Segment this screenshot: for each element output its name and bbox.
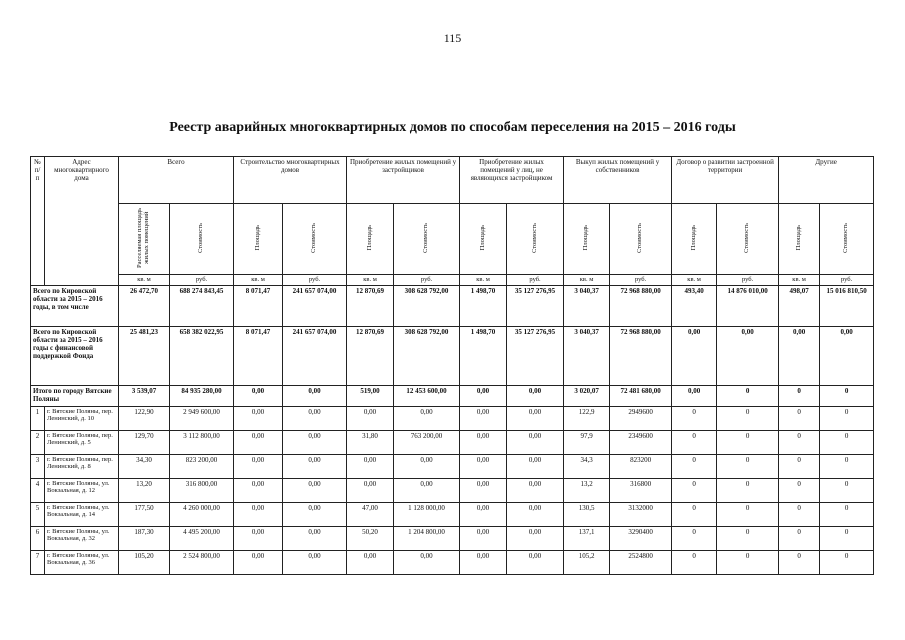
summary-value: 72 481 680,00 (610, 386, 672, 407)
row-number: 1 (31, 407, 45, 431)
col-group-other: Другие (779, 157, 874, 204)
row-value: 3132000 (610, 503, 672, 527)
subheader-row (31, 204, 874, 275)
table-row (31, 407, 874, 431)
summary-value: 3 539,07 (119, 386, 170, 407)
row-value: 0,00 (347, 407, 394, 431)
summary-label: Всего по Кировской области за 2015 – 2016 годы, в том числе (31, 286, 119, 327)
unit-cost: руб. (717, 275, 779, 286)
summary-value: 688 274 843,45 (170, 286, 234, 327)
row-value: 0 (717, 527, 779, 551)
row-number: 2 (31, 431, 45, 455)
col-header-no: № п/п (31, 157, 45, 286)
registry-table (30, 156, 874, 575)
row-value: 0 (820, 431, 874, 455)
row-value: 105,20 (119, 551, 170, 575)
summary-value: 0,00 (717, 327, 779, 386)
subheader-area: Площадь (347, 204, 394, 275)
row-number: 3 (31, 455, 45, 479)
summary-row (31, 327, 874, 386)
row-value: 177,50 (119, 503, 170, 527)
summary-value: 519,00 (347, 386, 394, 407)
table-row (31, 431, 874, 455)
row-value: 0 (779, 551, 820, 575)
subheader-area: Площадь (672, 204, 717, 275)
col-group-total: Всего (119, 157, 234, 204)
row-value: 0 (717, 407, 779, 431)
row-value: 13,20 (119, 479, 170, 503)
row-value: 0,00 (460, 479, 507, 503)
row-value: 0,00 (283, 527, 347, 551)
col-group-construction: Строительство многоквартирных домов (234, 157, 347, 204)
row-address: г. Вятские Поляны, ул. Вокзальная, д. 32 (45, 527, 119, 551)
row-value: 0 (779, 455, 820, 479)
summary-value: 658 382 022,95 (170, 327, 234, 386)
summary-value: 0 (717, 386, 779, 407)
summary-value: 0,00 (672, 327, 717, 386)
unit-area: кв. м (460, 275, 507, 286)
row-number: 4 (31, 479, 45, 503)
unit-area: кв. м (779, 275, 820, 286)
row-value: 0,00 (347, 479, 394, 503)
summary-value: 72 968 880,00 (610, 286, 672, 327)
row-value: 0 (717, 551, 779, 575)
row-value: 0 (717, 455, 779, 479)
row-value: 0,00 (234, 479, 283, 503)
row-value: 105,2 (564, 551, 610, 575)
row-value: 0,00 (460, 527, 507, 551)
row-value: 0,00 (283, 551, 347, 575)
summary-value: 72 968 880,00 (610, 327, 672, 386)
table-row (31, 551, 874, 575)
document-title: Реестр аварийных многоквартирных домов по способам переселения на 2015 – 2016 годы (169, 120, 736, 135)
summary-value: 0 (779, 386, 820, 407)
subheader-area: Площадь (234, 204, 283, 275)
row-value: 0,00 (283, 479, 347, 503)
row-value: 0,00 (507, 455, 564, 479)
summary-row (31, 286, 874, 327)
row-value: 0,00 (347, 551, 394, 575)
row-value: 129,70 (119, 431, 170, 455)
row-value: 0,00 (234, 431, 283, 455)
subheader-cost: Стоимость (283, 204, 347, 275)
row-value: 0 (820, 527, 874, 551)
table-row (31, 479, 874, 503)
row-value: 0 (779, 479, 820, 503)
units-row (31, 275, 874, 286)
row-value: 0 (672, 551, 717, 575)
row-value: 0,00 (283, 455, 347, 479)
row-value: 0,00 (507, 527, 564, 551)
summary-value: 0 (820, 386, 874, 407)
summary-value: 12 870,69 (347, 327, 394, 386)
row-value: 0,00 (507, 407, 564, 431)
row-number: 5 (31, 503, 45, 527)
summary-value: 0,00 (672, 386, 717, 407)
row-value: 187,30 (119, 527, 170, 551)
row-value: 0,00 (394, 479, 460, 503)
summary-value: 26 472,70 (119, 286, 170, 327)
summary-value: 241 657 074,00 (283, 327, 347, 386)
row-value: 2949600 (610, 407, 672, 431)
row-value: 0 (672, 455, 717, 479)
row-value: 0 (820, 455, 874, 479)
unit-area: кв. м (119, 275, 170, 286)
row-value: 0,00 (234, 503, 283, 527)
unit-area: кв. м (347, 275, 394, 286)
summary-label: Итого по городу Вятские Поляны (31, 386, 119, 407)
row-value: 0 (672, 503, 717, 527)
row-value: 0 (820, 407, 874, 431)
row-value: 0 (717, 431, 779, 455)
row-value: 763 200,00 (394, 431, 460, 455)
summary-value: 1 498,70 (460, 286, 507, 327)
row-value: 31,80 (347, 431, 394, 455)
row-value: 97,9 (564, 431, 610, 455)
summary-value: 0,00 (460, 386, 507, 407)
row-value: 0 (820, 479, 874, 503)
table-row (31, 455, 874, 479)
row-value: 4 260 000,00 (170, 503, 234, 527)
unit-cost: руб. (394, 275, 460, 286)
row-value: 0,00 (234, 455, 283, 479)
summary-value: 35 127 276,95 (507, 286, 564, 327)
summary-value: 14 876 010,00 (717, 286, 779, 327)
row-value: 0,00 (394, 455, 460, 479)
row-value: 0,00 (460, 407, 507, 431)
row-value: 0 (779, 407, 820, 431)
row-value: 122,90 (119, 407, 170, 431)
row-value: 1 128 000,00 (394, 503, 460, 527)
unit-area: кв. м (234, 275, 283, 286)
summary-value: 8 071,47 (234, 327, 283, 386)
summary-value: 241 657 074,00 (283, 286, 347, 327)
summary-value: 1 498,70 (460, 327, 507, 386)
unit-cost: руб. (507, 275, 564, 286)
col-group-non-developers: Приобретение жилых помещений у лиц, не являющихся застройщиком (460, 157, 564, 204)
subheader-cost: Стоимость (394, 204, 460, 275)
row-value: 2 524 800,00 (170, 551, 234, 575)
row-value: 0,00 (283, 431, 347, 455)
subheader-cost: Стоимость (610, 204, 672, 275)
row-value: 0 (820, 503, 874, 527)
summary-value: 308 628 792,00 (394, 286, 460, 327)
row-value: 34,3 (564, 455, 610, 479)
page-number: 115 (443, 31, 462, 45)
row-value: 0 (672, 407, 717, 431)
row-value: 1 204 800,00 (394, 527, 460, 551)
subheader-resettled-area: Расселяемая площадь жилых помещений (119, 204, 170, 275)
summary-value: 15 016 810,50 (820, 286, 874, 327)
row-value: 34,30 (119, 455, 170, 479)
row-value: 0 (672, 431, 717, 455)
row-value: 823200 (610, 455, 672, 479)
summary-value: 3 040,37 (564, 327, 610, 386)
row-value: 0,00 (394, 551, 460, 575)
summary-value: 0,00 (234, 386, 283, 407)
row-value: 2524800 (610, 551, 672, 575)
row-value: 0,00 (460, 455, 507, 479)
summary-value: 12 453 600,00 (394, 386, 460, 407)
row-number: 6 (31, 527, 45, 551)
row-value: 0 (779, 503, 820, 527)
row-address: г. Вятские Поляны, ул. Вокзальная, д. 36 (45, 551, 119, 575)
summary-value: 84 935 280,00 (170, 386, 234, 407)
summary-value: 493,40 (672, 286, 717, 327)
row-value: 2349600 (610, 431, 672, 455)
subheader-cost: Стоимость (820, 204, 874, 275)
row-value: 0 (820, 551, 874, 575)
summary-value: 308 628 792,00 (394, 327, 460, 386)
row-address: г. Вятские Поляны, ул. Вокзальная, д. 12 (45, 479, 119, 503)
row-value: 130,5 (564, 503, 610, 527)
table-row (31, 527, 874, 551)
unit-cost: руб. (820, 275, 874, 286)
row-value: 316 800,00 (170, 479, 234, 503)
row-address: г. Вятские Поляны, пер. Ленинский, д. 5 (45, 431, 119, 455)
col-group-buyout: Выкуп жилых помещений у собственников (564, 157, 672, 204)
row-value: 122,9 (564, 407, 610, 431)
row-address: г. Вятские Поляны, пер. Ленинский, д. 10 (45, 407, 119, 431)
col-group-development-agreement: Договор о развитии застроенной территории (672, 157, 779, 204)
summary-label: Всего по Кировской области за 2015 – 2016 годы с финансовой поддержкой Фонда (31, 327, 119, 386)
summary-value: 12 870,69 (347, 286, 394, 327)
row-value: 0,00 (507, 479, 564, 503)
subheader-cost: Стоимость (717, 204, 779, 275)
row-value: 0,00 (507, 503, 564, 527)
row-value: 0,00 (283, 503, 347, 527)
row-value: 0,00 (460, 503, 507, 527)
row-value: 0,00 (460, 551, 507, 575)
unit-cost: руб. (610, 275, 672, 286)
row-value: 0 (779, 431, 820, 455)
unit-cost: руб. (283, 275, 347, 286)
row-value: 50,20 (347, 527, 394, 551)
summary-value: 0,00 (820, 327, 874, 386)
row-value: 0,00 (347, 455, 394, 479)
summary-value: 3 020,07 (564, 386, 610, 407)
row-value: 0 (717, 479, 779, 503)
unit-area: кв. м (564, 275, 610, 286)
row-value: 0,00 (234, 551, 283, 575)
row-value: 0,00 (234, 407, 283, 431)
row-address: г. Вятские Поляны, ул. Вокзальная, д. 14 (45, 503, 119, 527)
row-value: 2 949 600,00 (170, 407, 234, 431)
row-value: 137,1 (564, 527, 610, 551)
col-group-developers: Приобретение жилых помещений у застройщиков (347, 157, 460, 204)
row-value: 0 (672, 527, 717, 551)
row-value: 3 112 800,00 (170, 431, 234, 455)
row-value: 4 495 200,00 (170, 527, 234, 551)
row-value: 13,2 (564, 479, 610, 503)
row-value: 0 (717, 503, 779, 527)
row-value: 47,00 (347, 503, 394, 527)
subheader-area: Площадь (564, 204, 610, 275)
unit-cost: руб. (170, 275, 234, 286)
row-value: 823 200,00 (170, 455, 234, 479)
subheader-area: Площадь (460, 204, 507, 275)
row-address: г. Вятские Поляны, пер. Ленинский, д. 8 (45, 455, 119, 479)
col-header-address: Адрес многоквартирного дома (45, 157, 119, 286)
subheader-cost: Стоимость (507, 204, 564, 275)
summary-value: 25 481,23 (119, 327, 170, 386)
row-value: 0,00 (283, 407, 347, 431)
summary-row (31, 386, 874, 407)
row-value: 0 (672, 479, 717, 503)
row-value: 316800 (610, 479, 672, 503)
row-number: 7 (31, 551, 45, 575)
row-value: 0,00 (394, 407, 460, 431)
row-value: 0,00 (234, 527, 283, 551)
row-value: 0,00 (507, 431, 564, 455)
summary-value: 0,00 (283, 386, 347, 407)
summary-value: 35 127 276,95 (507, 327, 564, 386)
header-row (31, 157, 874, 204)
subheader-cost: Стоимость (170, 204, 234, 275)
row-value: 0 (779, 527, 820, 551)
unit-area: кв. м (672, 275, 717, 286)
summary-value: 8 071,47 (234, 286, 283, 327)
row-value: 0,00 (460, 431, 507, 455)
table-row (31, 503, 874, 527)
summary-value: 0,00 (779, 327, 820, 386)
summary-value: 0,00 (507, 386, 564, 407)
subheader-area: Площадь (779, 204, 820, 275)
summary-value: 3 040,37 (564, 286, 610, 327)
summary-value: 498,07 (779, 286, 820, 327)
row-value: 0,00 (507, 551, 564, 575)
row-value: 3290400 (610, 527, 672, 551)
